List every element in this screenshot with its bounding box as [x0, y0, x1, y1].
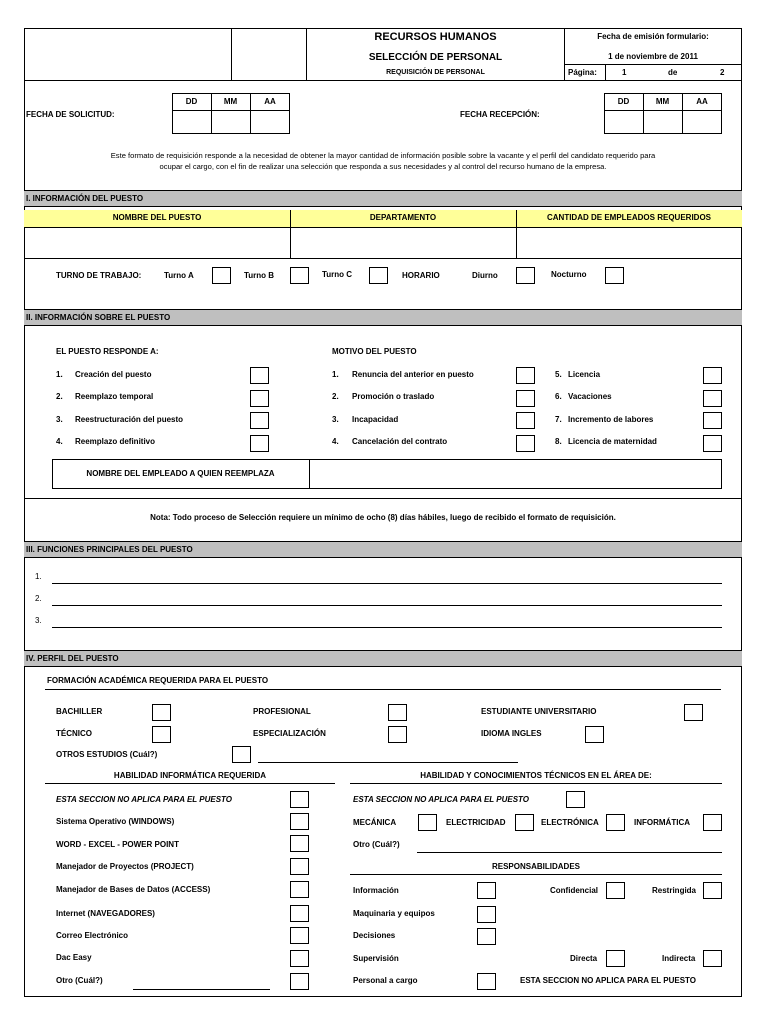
motivo-label: Renuncia del anterior en puesto — [352, 370, 474, 379]
solicitud-dd: DD — [185, 97, 198, 106]
reemplaza-field[interactable] — [310, 460, 721, 488]
maquinaria-label: Maquinaria y equipos — [353, 909, 435, 918]
mecanica-label: MECÁNICA — [353, 818, 397, 827]
solicitud-label: FECHA DE SOLICITUD: — [26, 110, 115, 119]
turno-c-checkbox[interactable] — [369, 267, 388, 284]
header-subtitle: SELECCIÓN DE PERSONAL — [368, 52, 503, 63]
electronica-label: ELECTRÓNICA — [541, 818, 599, 827]
motivo-num: 3. — [332, 415, 339, 424]
motivo-checkbox-4[interactable] — [516, 435, 535, 452]
motivo-checkbox-8[interactable] — [703, 435, 722, 452]
inf-item: WORD - EXCEL - POWER POINT — [56, 840, 179, 849]
solicitud-grid-hline — [172, 110, 290, 111]
motivo-num: 4. — [332, 437, 339, 446]
hab-tec-heading: HABILIDAD Y CONOCIMIENTOS TÉCNICOS EN EL ÁREA DE: — [420, 771, 652, 780]
hab-inf-heading: HABILIDAD INFORMÁTICA REQUERIDA — [113, 771, 267, 780]
confidencial-checkbox[interactable] — [606, 882, 625, 899]
informacion-label: Información — [353, 886, 399, 895]
tec-no-aplica: ESTA SECCION NO APLICA PARA EL PUESTO — [353, 795, 530, 804]
emission-date: 1 de noviembre de 2011 — [608, 52, 698, 61]
profesional-checkbox[interactable] — [388, 704, 407, 721]
nocturno-label: Nocturno — [551, 270, 587, 279]
turno-b-checkbox[interactable] — [290, 267, 309, 284]
motivo-checkbox-2[interactable] — [516, 390, 535, 407]
motivo-num: 7. — [555, 415, 562, 424]
intro-line2: ocupar el cargo, con el fin de realizar una selección que responda a sus necesidades y al control del recurso humano de la empresa. — [159, 162, 607, 171]
funcion-line-2[interactable] — [52, 605, 722, 606]
responsabilidades-heading: RESPONSABILIDADES — [491, 862, 580, 871]
personal-label: Personal a cargo — [353, 976, 418, 985]
profesional-label: PROFESIONAL — [253, 707, 311, 716]
estudiante-label: ESTUDIANTE UNIVERSITARIO — [481, 707, 597, 716]
resp-label: Creación del puesto — [75, 370, 152, 379]
motivo-label: Vacaciones — [568, 392, 612, 401]
bachiller-label: BACHILLER — [56, 707, 103, 716]
informatica-checkbox[interactable] — [703, 814, 722, 831]
idioma-label: IDIOMA INGLES — [481, 729, 542, 738]
col-cantidad: CANTIDAD DE EMPLEADOS REQUERIDOS — [546, 213, 711, 222]
restringida-checkbox[interactable] — [703, 882, 722, 899]
emission-label: Fecha de emisión formulario: — [597, 32, 709, 41]
resp-checkbox-4[interactable] — [250, 435, 269, 452]
personal-checkbox[interactable] — [477, 973, 496, 990]
solicitud-aa: AA — [264, 97, 276, 106]
inf-item: Correo Electrónico — [56, 931, 129, 940]
section3-title: III. FUNCIONES PRINCIPALES DEL PUESTO — [24, 541, 742, 558]
section1-title: I. INFORMACIÓN DEL PUESTO — [24, 190, 742, 207]
page-label: Página: — [568, 68, 597, 77]
formacion-heading: FORMACIÓN ACADÉMICA REQUERIDA PARA EL PUESTO — [47, 676, 269, 685]
resp-label: Reemplazo definitivo — [75, 437, 156, 446]
nota-top-line — [24, 498, 742, 499]
informatica-label: INFORMÁTICA — [634, 818, 690, 827]
resp-checkbox-3[interactable] — [250, 412, 269, 429]
funcion-line-1[interactable] — [52, 583, 722, 584]
otros-label: OTROS ESTUDIOS (Cuál?) — [56, 750, 158, 759]
turno-c-label: Turno C — [322, 270, 353, 279]
inf-item: Otro (Cuál?) — [56, 976, 103, 985]
inf-checkbox-4[interactable] — [290, 881, 309, 898]
inf-item: Manejador de Proyectos (PROJECT) — [56, 862, 194, 871]
motivo-label: Licencia — [568, 370, 601, 379]
motivo-checkbox-5[interactable] — [703, 367, 722, 384]
otros-checkbox[interactable] — [232, 746, 251, 763]
maquinaria-checkbox[interactable] — [477, 906, 496, 923]
motivo-num: 5. — [555, 370, 562, 379]
page-divider — [605, 64, 606, 80]
idioma-checkbox[interactable] — [585, 726, 604, 743]
especializacion-checkbox[interactable] — [388, 726, 407, 743]
formacion-underline — [45, 689, 721, 690]
recepcion-grid-hline — [604, 110, 722, 111]
resp-num: 1. — [56, 370, 63, 379]
estudiante-checkbox[interactable] — [684, 704, 703, 721]
electricidad-checkbox[interactable] — [515, 814, 534, 831]
header-blank-cell — [232, 28, 307, 80]
header-bottom — [24, 80, 742, 81]
inf-checkbox-3[interactable] — [290, 858, 309, 875]
inf-no-aplica-checkbox[interactable] — [290, 791, 309, 808]
recepcion-mm: MM — [655, 97, 670, 106]
sec1-row-bottom — [24, 258, 742, 259]
decisiones-label: Decisiones — [353, 931, 396, 940]
diurno-checkbox[interactable] — [516, 267, 535, 284]
nombre-puesto-field[interactable] — [25, 229, 289, 257]
responde-heading: EL PUESTO RESPONDE A: — [56, 347, 159, 356]
tec-otro-line[interactable] — [417, 852, 722, 853]
tecnico-checkbox[interactable] — [152, 726, 171, 743]
inf-item: Sistema Operativo (WINDOWS) — [56, 817, 175, 826]
indirecta-checkbox[interactable] — [703, 950, 722, 967]
inf-no-aplica: ESTA SECCION NO APLICA PARA EL PUESTO — [56, 795, 233, 804]
motivo-label: Licencia de maternidad — [568, 437, 657, 446]
funcion-num-3: 3. — [35, 616, 42, 625]
motivo-num: 1. — [332, 370, 339, 379]
bachiller-checkbox[interactable] — [152, 704, 171, 721]
personal-no-aplica: ESTA SECCION NO APLICA PARA EL PUESTO — [520, 976, 697, 985]
inf-checkbox-2[interactable] — [290, 835, 309, 852]
resp-checkbox-1[interactable] — [250, 367, 269, 384]
page-num: 1 — [622, 68, 627, 77]
motivo-num: 6. — [555, 392, 562, 401]
header-title: RECURSOS HUMANOS — [374, 31, 497, 43]
electricidad-label: ELECTRICIDAD — [446, 818, 506, 827]
mecanica-checkbox[interactable] — [418, 814, 437, 831]
turno-a-label: Turno A — [164, 271, 194, 280]
header-sub2: REQUISICIÓN DE PERSONAL — [386, 69, 485, 76]
inf-item: Internet (NAVEGADORES) — [56, 909, 155, 918]
page-row-line — [564, 64, 742, 65]
cantidad-field[interactable] — [517, 229, 741, 257]
nota-text: Nota: Todo proceso de Selección requiere un mínimo de ocho (8) días hábiles, luego de recibido el formato de requisición. — [150, 513, 616, 522]
section4-title: IV. PERFIL DEL PUESTO — [24, 650, 742, 667]
tecnico-label: TÉCNICO — [56, 729, 92, 738]
recepcion-aa: AA — [696, 97, 708, 106]
inf-checkbox-8[interactable] — [290, 973, 309, 990]
hab-inf-underline — [45, 783, 335, 784]
page-total: 2 — [720, 68, 725, 77]
confidencial-label: Confidencial — [550, 886, 599, 895]
reemplaza-label: NOMBRE DEL EMPLEADO A QUIEN REEMPLAZA — [86, 469, 275, 478]
recepcion-dd: DD — [617, 97, 630, 106]
decisiones-checkbox[interactable] — [477, 928, 496, 945]
supervision-label: Supervisión — [353, 954, 399, 963]
funcion-line-3[interactable] — [52, 627, 722, 628]
funcion-num-2: 2. — [35, 594, 42, 603]
resp-label: Reestructuración del puesto — [75, 415, 184, 424]
motivo-heading: MOTIVO DEL PUESTO — [332, 347, 417, 356]
inf-checkbox-6[interactable] — [290, 927, 309, 944]
motivo-label: Promoción o traslado — [352, 392, 435, 401]
col-departamento: DEPARTAMENTO — [369, 213, 437, 222]
solicitud-mm: MM — [223, 97, 238, 106]
informacion-checkbox[interactable] — [477, 882, 496, 899]
especializacion-label: ESPECIALIZACIÓN — [253, 729, 326, 738]
resp-num: 4. — [56, 437, 63, 446]
inf-checkbox-7[interactable] — [290, 950, 309, 967]
motivo-checkbox-3[interactable] — [516, 412, 535, 429]
inf-checkbox-5[interactable] — [290, 905, 309, 922]
inf-item: Manejador de Bases de Datos (ACCESS) — [56, 885, 211, 894]
responsabilidades-underline — [350, 874, 722, 875]
hab-tec-underline — [350, 783, 722, 784]
inf-otro-line[interactable] — [133, 989, 270, 990]
resp-num: 2. — [56, 392, 63, 401]
col-nombre-puesto: NOMBRE DEL PUESTO — [112, 213, 202, 222]
horario-label: HORARIO — [402, 271, 440, 280]
section2-title: II. INFORMACIÓN SOBRE EL PUESTO — [24, 309, 742, 326]
tec-otro-label: Otro (Cuál?) — [353, 840, 400, 849]
inf-item: Dac Easy — [56, 953, 92, 962]
turno-a-checkbox[interactable] — [212, 267, 231, 284]
funcion-num-1: 1. — [35, 572, 42, 581]
motivo-label: Incapacidad — [352, 415, 399, 424]
page-of: de — [668, 68, 678, 77]
electronica-checkbox[interactable] — [606, 814, 625, 831]
turno-label: TURNO DE TRABAJO: — [56, 271, 142, 280]
motivo-checkbox-6[interactable] — [703, 390, 722, 407]
otros-line[interactable] — [258, 762, 518, 763]
intro-line1: Este formato de requisición responde a la necesidad de obtener la mayor cantidad de información posible sobre la vacante y el perfil del candidato requerido para — [110, 151, 656, 160]
nocturno-checkbox[interactable] — [605, 267, 624, 284]
restringida-label: Restringida — [652, 886, 697, 895]
motivo-label: Cancelación del contrato — [352, 437, 448, 446]
tec-no-aplica-checkbox[interactable] — [566, 791, 585, 808]
motivo-label: Incremento de labores — [568, 415, 654, 424]
resp-num: 3. — [56, 415, 63, 424]
resp-checkbox-2[interactable] — [250, 390, 269, 407]
indirecta-label: Indirecta — [662, 954, 696, 963]
header-logo-cell — [24, 28, 232, 80]
diurno-label: Diurno — [472, 271, 498, 280]
motivo-checkbox-7[interactable] — [703, 412, 722, 429]
directa-checkbox[interactable] — [606, 950, 625, 967]
motivo-num: 8. — [555, 437, 562, 446]
resp-label: Reemplazo temporal — [75, 392, 154, 401]
motivo-checkbox-1[interactable] — [516, 367, 535, 384]
recepcion-label: FECHA RECEPCIÓN: — [460, 110, 540, 119]
inf-checkbox-1[interactable] — [290, 813, 309, 830]
motivo-num: 2. — [332, 392, 339, 401]
departamento-field[interactable] — [291, 229, 515, 257]
turno-b-label: Turno B — [244, 271, 275, 280]
directa-label: Directa — [570, 954, 598, 963]
